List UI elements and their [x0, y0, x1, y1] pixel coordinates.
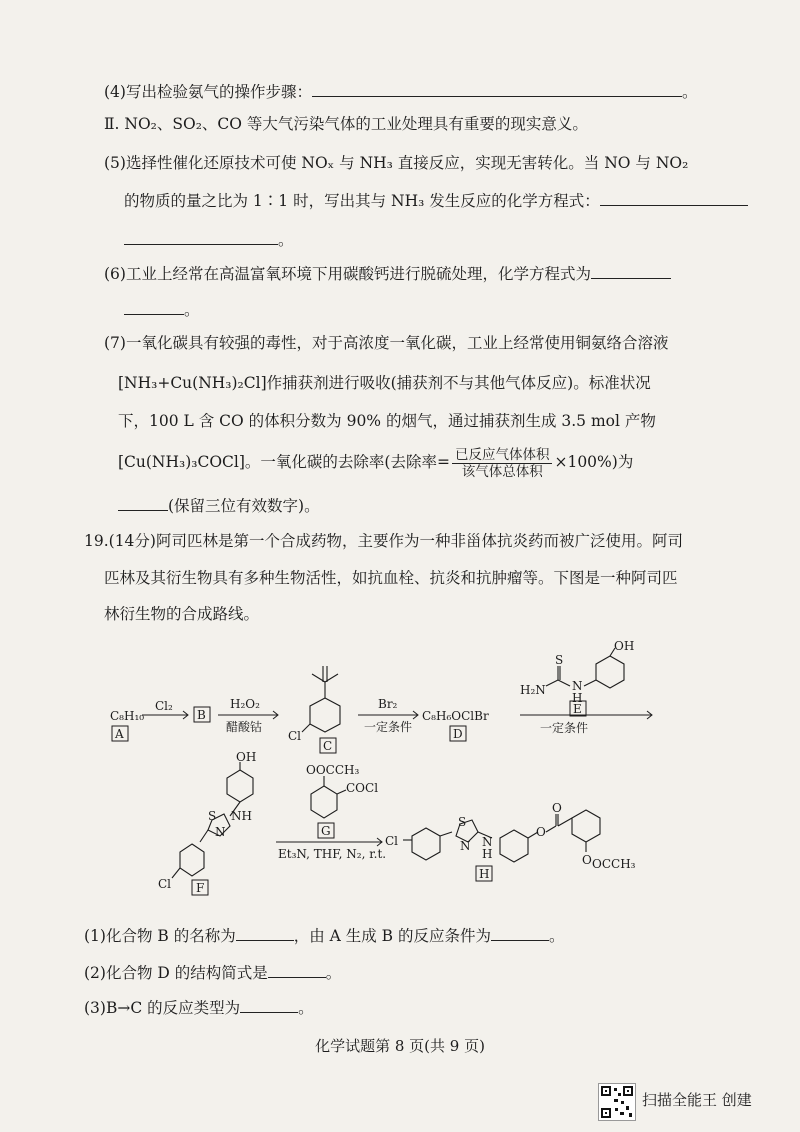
fraction-denominator: 该气体总体积 [461, 463, 543, 480]
compound-f-s: S [208, 809, 217, 823]
question-19-1-end: 。 [549, 927, 565, 945]
question-19-2 [84, 961, 341, 984]
compound-f-label: F [196, 881, 205, 895]
compound-h-n: N [460, 839, 471, 853]
question-19-2-end: 。 [325, 964, 342, 982]
question-7-text-tail: ×100%)为 [554, 453, 634, 471]
compound-h-nh: N [482, 835, 493, 849]
question-5-line3 [124, 228, 294, 251]
fraction-numerator: 已反应气体体积 [452, 447, 553, 464]
question-4-text: (4)写出检验氨气的操作步骤： [104, 83, 312, 101]
compound-f-nh: NH [231, 809, 252, 823]
compound-a-formula: C₈H₁₀ [110, 709, 145, 723]
question-19-3-text: (3)B→C 的反应类型为 [84, 999, 241, 1017]
question-7-line2: [NH₃+Cu(NH₃)₂Cl]作捕获剂进行吸收(捕获剂不与其他气体反应)。标准状况 [118, 374, 651, 392]
compound-e-n: N [572, 679, 583, 693]
question-19-1-text-2: ，由 A 生成 B 的反应条件为 [293, 927, 491, 945]
compound-h-label: H [479, 867, 490, 881]
reaction-reagents: Et₃N, THF, N₂, r.t. [278, 847, 387, 861]
compound-g-occh3: OOCCH₃ [306, 763, 360, 777]
question-7-line3: 下，100 L 含 CO 的体积分数为 90% 的烟气，通过捕获剂生成 3.5 mol 产物 [118, 412, 656, 430]
catalyst-cobalt-acetate: 醋酸钴 [226, 720, 263, 734]
compound-g-label: G [321, 824, 331, 838]
scanner-brand-text: 扫描全能王 创建 [642, 1091, 752, 1109]
reagent-h2o2: H₂O₂ [230, 697, 260, 711]
removal-rate-fraction [452, 447, 553, 480]
compound-e-h: H [572, 691, 583, 705]
section-2-heading: Ⅱ. NO₂、SO₂、CO 等大气污染气体的工业处理具有重要的现实意义。 [104, 115, 588, 133]
page-footer: 化学试题第 8 页(共 9 页) [315, 1037, 485, 1055]
question-5-end: 。 [278, 231, 294, 249]
question-5-line1: (5)选择性催化还原技术可使 NOₓ 与 NH₃ 直接反应，实现无害转化。当 NO 与 NO₂ [104, 154, 689, 172]
question-7-note: (保留三位有效数字)。 [168, 497, 320, 515]
compound-h-o: O [536, 825, 546, 839]
compound-g-cocl: COCl [346, 781, 379, 795]
compound-c-cl: Cl [288, 729, 302, 743]
compound-f-oh: OH [236, 750, 257, 764]
compound-c-label: C [323, 739, 333, 753]
question-7-line5 [118, 494, 320, 517]
question-19-1 [84, 924, 565, 947]
question-19-1-text: (1)化合物 B 的名称为 [84, 927, 236, 945]
compound-h-o2: O [552, 801, 562, 815]
compound-f-cl: Cl [158, 877, 172, 891]
condition-1: 一定条件 [364, 720, 413, 734]
compound-h-occh3: OCCH₃ [592, 857, 636, 871]
compound-g-structure [311, 776, 346, 818]
qr-code-icon [598, 1083, 636, 1121]
compound-e-h2n: H₂N [520, 683, 546, 697]
compound-h-o3: O [582, 853, 592, 867]
question-6-end: 。 [184, 301, 200, 319]
answer-blank [124, 228, 278, 245]
question-19-line3: 林衍生物的合成路线。 [104, 605, 260, 623]
question-19-3 [84, 996, 314, 1019]
answer-blank [600, 189, 748, 206]
compound-a-label: A [115, 727, 124, 741]
answer-blank [491, 924, 549, 941]
answer-blank [236, 924, 294, 941]
compound-c-structure [302, 666, 340, 732]
question-5-line2 [124, 189, 748, 212]
compound-e-label: E [573, 702, 582, 716]
question-7-line1: (7)一氧化碳具有较强的毒性，对于高浓度一氧化碳，工业上经常使用铜氨络合溶液 [104, 334, 669, 352]
compound-e-s: S [555, 653, 564, 667]
answer-blank [240, 996, 298, 1013]
question-5-text: 的物质的量之比为 1∶1 时，写出其与 NH₃ 发生反应的化学方程式： [124, 192, 600, 210]
answer-blank [124, 298, 184, 315]
question-7-line4 [118, 445, 633, 480]
synthesis-scheme [100, 640, 660, 910]
question-19-line1: 19.(14分)阿司匹林是第一个合成药物，主要作为一种非甾体抗炎药而被广泛使用。阿司 [84, 532, 683, 550]
compound-b-label: B [197, 708, 206, 722]
compound-h-s: S [458, 815, 467, 829]
compound-e-oh: OH [614, 640, 635, 653]
compound-d-formula: C₈H₆OClBr [422, 709, 489, 723]
answer-blank [591, 262, 671, 279]
answer-blank [268, 961, 326, 978]
question-6-text: (6)工业上经常在高温富氧环境下用碳酸钙进行脱硫处理，化学方程式为 [104, 265, 591, 283]
question-4-end: 。 [681, 83, 698, 101]
reagent-cl2: Cl₂ [155, 699, 173, 713]
condition-2: 一定条件 [540, 721, 589, 735]
reagent-br2: Br₂ [378, 697, 398, 711]
question-19-line2: 匹林及其衍生物具有多种生物活性，如抗血栓、抗炎和抗肿瘤等。下图是一种阿司匹 [104, 569, 678, 587]
answer-blank [118, 494, 168, 511]
question-4 [104, 80, 697, 103]
question-7-text: [Cu(NH₃)₃COCl]。一氧化碳的去除率(去除率= [118, 453, 450, 471]
compound-f-n: N [215, 825, 226, 839]
answer-blank [312, 80, 682, 97]
compound-d-label: D [453, 727, 463, 741]
question-6-line2 [124, 298, 200, 321]
compound-h-structure [403, 810, 600, 862]
question-6-line1 [104, 262, 671, 285]
question-19-2-text: (2)化合物 D 的结构简式是 [84, 964, 268, 982]
compound-h-h: H [482, 847, 493, 861]
question-19-3-end: 。 [298, 999, 314, 1017]
compound-h-cl: Cl [385, 834, 399, 848]
